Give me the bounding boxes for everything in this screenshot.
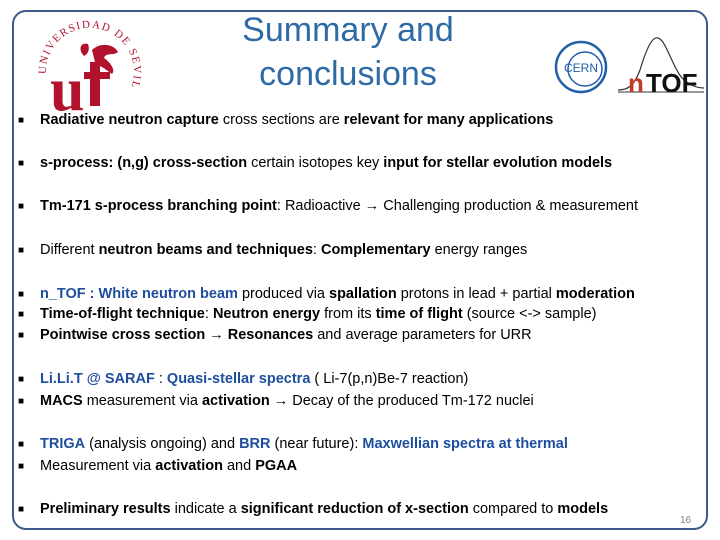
bullet-text: from its: [320, 306, 376, 322]
svg-text:TOF: TOF: [646, 68, 698, 98]
bullet-12: [18, 499, 608, 520]
bullet-text: PGAA: [255, 458, 298, 474]
bullet-square-icon: ■: [18, 396, 25, 407]
bullet-text: MACS: [40, 393, 83, 409]
page-number: 16: [680, 515, 692, 526]
cern-logo: [552, 38, 610, 96]
bullet-text: Measurement via: [40, 458, 156, 474]
bullet-text: compared to: [468, 501, 558, 517]
bullet-square-icon: ■: [18, 309, 25, 320]
svg-text:u: u: [50, 56, 85, 112]
bullet-text: (near future):: [270, 436, 363, 452]
bullet-3: [18, 196, 638, 217]
bullet-text: moderation: [555, 286, 635, 302]
bullet-square-icon: ■: [18, 289, 25, 300]
bullet-square-icon: ■: [18, 245, 25, 256]
bullet-text: cross sections are: [218, 112, 344, 128]
bullet-text: Preliminary results: [40, 501, 171, 517]
bullet-text: : Radioactive: [276, 198, 365, 214]
ntof-logo: [616, 30, 706, 98]
title-line-2: conclusions: [259, 55, 437, 93]
bullet-text: ( Li-7(p,n)Be-7 reaction): [310, 371, 469, 387]
bullet-text: indicate a: [170, 501, 241, 517]
svg-text:UNIVERSIDAD DE SEVILLA: UNIVERSIDAD DE SEVIL: [36, 18, 144, 91]
arrow-right-icon: →: [269, 393, 293, 409]
bullet-text: significant reduction of x-section: [240, 501, 469, 517]
bullet-2: [18, 153, 612, 174]
bullet-square-icon: ■: [18, 374, 25, 385]
bullet-text: (source <-> sample): [462, 306, 597, 322]
bullet-text: :: [154, 371, 167, 387]
bullet-text: Different: [40, 242, 99, 258]
bullet-text: relevant for many applications: [343, 112, 554, 128]
bullet-square-icon: ■: [18, 201, 25, 212]
bullet-text: measurement via: [82, 393, 202, 409]
bullet-text: n_TOF :: [40, 286, 99, 302]
bullet-6: [18, 304, 596, 325]
bullet-text: Tm-171 s-process branching point: [40, 198, 277, 214]
university-logo: [34, 12, 144, 112]
bullet-text: Challenging production & measurement: [379, 198, 638, 214]
bullet-text: neutron beams and techniques: [98, 242, 313, 258]
bullet-text: Decay of the produced Tm-172 nuclei: [292, 393, 534, 409]
bullet-text: TRIGA: [40, 436, 86, 452]
bullet-text: BRR: [239, 436, 271, 452]
bullet-8: [18, 369, 468, 390]
bullet-text: spallation: [329, 286, 397, 302]
bullet-1: [18, 110, 553, 131]
title-line-1: Summary and: [242, 11, 454, 49]
bullet-text: protons in lead + partial: [396, 286, 556, 302]
bullet-text: :: [204, 306, 213, 322]
bullet-11: [18, 456, 297, 477]
bullet-square-icon: ■: [18, 461, 25, 472]
slide-title: [200, 8, 496, 96]
bullet-square-icon: ■: [18, 330, 25, 341]
bullet-text: Pointwise cross section: [40, 327, 206, 343]
bullet-text: certain isotopes key: [247, 155, 384, 171]
bullet-text: s-process: (n,g) cross-section: [40, 155, 248, 171]
bullet-text: Quasi-stellar spectra: [166, 371, 311, 387]
bullet-text: time of flight: [375, 306, 463, 322]
bullet-4: [18, 240, 527, 261]
bullet-text: produced via: [237, 286, 330, 302]
bullet-text: activation: [201, 393, 270, 409]
bullet-text: Time-of-flight technique: [40, 306, 205, 322]
bullet-text: activation: [155, 458, 223, 474]
bullet-square-icon: ■: [18, 439, 25, 450]
bullet-text: and average parameters for URR: [313, 327, 532, 343]
bullet-text: Neutron energy: [212, 306, 321, 322]
arrow-right-icon: →: [364, 198, 380, 214]
bullet-7: [18, 325, 532, 346]
bullet-5: [18, 284, 635, 305]
bullet-text: :: [312, 242, 321, 258]
bullet-text: Complementary: [320, 242, 431, 258]
svg-text:n: n: [628, 68, 644, 98]
bullet-text: Radiative neutron capture: [40, 112, 219, 128]
bullet-text: models: [557, 501, 609, 517]
bullet-text: Resonances: [227, 327, 314, 343]
bullet-9: [18, 391, 534, 412]
bullet-square-icon: ■: [18, 504, 25, 515]
bullet-10: [18, 434, 568, 455]
bullet-text: energy ranges: [430, 242, 528, 258]
bullet-text: →: [205, 327, 228, 343]
bullet-text: and: [222, 458, 256, 474]
bullet-text: Maxwellian spectra at thermal: [362, 436, 568, 452]
bullet-text: White neutron beam: [98, 286, 238, 302]
svg-text:CERN: CERN: [563, 61, 599, 75]
bullet-text: (analysis ongoing) and: [85, 436, 240, 452]
bullet-square-icon: ■: [18, 158, 25, 169]
bullet-text: Li.Li.T @ SARAF: [40, 371, 155, 387]
bullet-square-icon: ■: [18, 115, 25, 126]
bullet-text: input for stellar evolution models: [383, 155, 613, 171]
